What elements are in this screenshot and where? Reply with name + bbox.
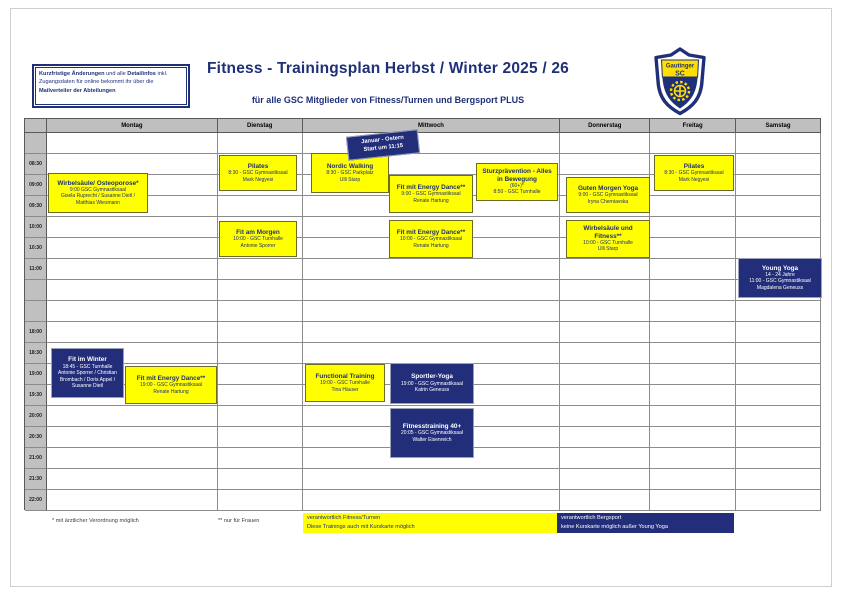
legend-fitness-turnen xyxy=(303,513,557,533)
event-title: Fit mit Energy Dance** xyxy=(396,183,466,191)
info-bold-3: Mailverteiler der Abteilungen xyxy=(39,87,116,94)
event-trainer: Mark Negyesi xyxy=(678,176,710,183)
event-time-location: 8:30 - GSC Gymnastiksaal xyxy=(228,170,288,177)
event-time-location: 8:30 - GSC Parkplatz xyxy=(326,170,374,177)
schedule-cell xyxy=(218,448,303,469)
event-time-location: 19:00 - GSC Turnhalle xyxy=(320,380,370,387)
event-trainer: Tina Häuser xyxy=(331,386,359,393)
schedule-cell xyxy=(736,238,821,259)
schedule-cell xyxy=(218,301,303,322)
schedule-cell xyxy=(218,427,303,448)
event-time-location: 9:00 GSC Gymnastiksaal xyxy=(69,186,127,193)
info-bold-2: Detailinfos xyxy=(127,71,156,77)
event-fitnesstraining-40plus xyxy=(390,408,474,458)
schedule-cell xyxy=(218,490,303,511)
time-label: 19:00 xyxy=(25,364,47,385)
event-wirbelsaeule-fitness xyxy=(566,220,650,258)
schedule-cell xyxy=(736,154,821,175)
footnote-women-only: ** nur für Frauen xyxy=(218,518,260,524)
event-trainer: Antonie Sporrer / Christian Brombach / Doris Appel / Susanne Dietl xyxy=(58,370,117,390)
schedule-cell xyxy=(736,385,821,406)
schedule-cell xyxy=(736,217,821,238)
event-pilates-dienstag xyxy=(219,155,297,191)
event-time-location: 8:30 - GSC Gymnastiksaal xyxy=(664,170,724,177)
event-time-location: 8:50 - GSC Turnhalle xyxy=(493,189,541,196)
schedule-cell xyxy=(560,385,650,406)
schedule-cell xyxy=(650,427,736,448)
event-fit-am-morgen xyxy=(219,221,297,257)
schedule-row xyxy=(25,322,821,343)
schedule-row xyxy=(25,259,821,280)
legend-line-2: keine Kurskarte möglich außer Young Yoga xyxy=(561,523,668,530)
event-trainer: Renate Hartung xyxy=(413,197,449,204)
footnote-medical: * mit ärztlicher Verordnung möglich xyxy=(52,518,139,524)
schedule-cell xyxy=(47,427,218,448)
schedule-cell xyxy=(218,196,303,217)
schedule-cell xyxy=(736,364,821,385)
schedule-cell xyxy=(650,406,736,427)
time-label: 19:30 xyxy=(25,385,47,406)
schedule-table xyxy=(24,118,821,510)
time-label: 09:00 xyxy=(25,175,47,196)
event-title: Pilates xyxy=(683,162,705,170)
schedule-cell xyxy=(47,217,218,238)
schedule-cell xyxy=(560,322,650,343)
event-young-yoga xyxy=(738,258,822,298)
schedule-cell xyxy=(218,322,303,343)
day-header-donnerstag: Donnerstag xyxy=(560,119,650,133)
schedule-cell xyxy=(47,133,218,154)
schedule-cell xyxy=(736,322,821,343)
schedule-cell xyxy=(560,280,650,301)
schedule-cell xyxy=(650,343,736,364)
event-functional-training xyxy=(305,364,385,402)
club-crest-icon xyxy=(649,46,711,116)
event-title: Sportler-Yoga xyxy=(411,373,453,381)
schedule-cell xyxy=(560,469,650,490)
schedule-cell xyxy=(47,490,218,511)
time-label: 10:00 xyxy=(25,217,47,238)
event-fit-im-winter xyxy=(51,348,124,398)
schedule-cell xyxy=(650,259,736,280)
schedule-cell xyxy=(218,343,303,364)
event-time-location: 11:00 - GSC Gymnastiksaal xyxy=(749,278,811,285)
schedule-cell xyxy=(650,364,736,385)
schedule-cell xyxy=(650,280,736,301)
schedule-cell xyxy=(47,448,218,469)
time-label: 09:30 xyxy=(25,196,47,217)
schedule-cell xyxy=(560,364,650,385)
time-label xyxy=(25,301,47,322)
schedule-cell xyxy=(218,385,303,406)
schedule-cell xyxy=(560,490,650,511)
event-title: Fit mit Energy Dance** xyxy=(136,374,206,382)
event-title: Wirbelsäule/ Osteoporose* xyxy=(57,179,139,187)
info-text-2: inkl. Zugangsdaten für online bekommt ihr über die xyxy=(39,71,168,86)
schedule-cell xyxy=(560,133,650,154)
time-label: 11:00 xyxy=(25,259,47,280)
schedule-cell xyxy=(560,301,650,322)
event-time-location: 18:45 - GSC Turnhalle xyxy=(62,363,113,370)
schedule-cell xyxy=(303,259,561,280)
schedule-cell xyxy=(47,406,218,427)
schedule-cell xyxy=(218,406,303,427)
schedule-cell xyxy=(47,154,218,175)
time-label: 20:30 xyxy=(25,427,47,448)
schedule-row xyxy=(25,301,821,322)
event-pilates-freitag xyxy=(654,155,734,191)
event-trainer: Iryna Cherniavska xyxy=(587,198,629,205)
schedule-cell xyxy=(736,427,821,448)
schedule-cell xyxy=(650,385,736,406)
schedule-cell xyxy=(47,238,218,259)
schedule-cell xyxy=(47,259,218,280)
page-subtitle: für alle GSC Mitglieder von Fitness/Turnen und Bergsport PLUS xyxy=(251,95,525,105)
schedule-cell xyxy=(303,301,561,322)
event-trainer: Ulli Starp xyxy=(597,246,619,253)
schedule-cell xyxy=(650,196,736,217)
event-time-location: 9:00 - GSC Gymnastiksaal xyxy=(401,191,461,198)
event-time-location: 10:00 - GSC Turnhalle xyxy=(233,236,283,243)
event-trainer: Katrin Geneuss xyxy=(414,387,450,394)
event-title: Fit mit Energy Dance** xyxy=(396,228,466,236)
schedule-cell xyxy=(736,406,821,427)
schedule-cell xyxy=(736,343,821,364)
club-name-text: Gautinger xyxy=(665,63,695,70)
schedule-cell xyxy=(650,133,736,154)
schedule-cell xyxy=(218,280,303,301)
info-text-1: und alle xyxy=(104,71,128,77)
schedule-cell xyxy=(736,301,821,322)
schedule-cell xyxy=(650,490,736,511)
schedule-cell xyxy=(560,427,650,448)
schedule-cell xyxy=(736,469,821,490)
schedule-cell xyxy=(736,133,821,154)
event-sturzpraevention xyxy=(476,163,558,201)
event-title: Fit am Morgen xyxy=(236,228,280,236)
event-trainer: Gisela Ruprecht / Susanne Dietl / Matthias Wiesmann xyxy=(61,193,135,206)
day-header-row xyxy=(25,119,821,133)
schedule-cell xyxy=(303,343,561,364)
schedule-cell xyxy=(650,301,736,322)
schedule-cell xyxy=(560,154,650,175)
schedule-cell xyxy=(303,469,561,490)
event-title: Fitnesstraining 40+ xyxy=(402,422,462,430)
event-wirbelsaeule-osteoporose xyxy=(48,173,148,213)
schedule-cell xyxy=(218,133,303,154)
event-trainer: Magdalena Geneuss xyxy=(756,284,804,291)
schedule-cell xyxy=(303,490,561,511)
schedule-cell xyxy=(47,469,218,490)
event-trainer: Renate Hartung xyxy=(153,388,189,395)
schedule-cell xyxy=(736,490,821,511)
event-guten-morgen-yoga xyxy=(566,177,650,213)
schedule-row xyxy=(25,469,821,490)
schedule-cell xyxy=(736,196,821,217)
event-title: Fit im Winter xyxy=(68,356,107,364)
event-title: Wirbelsäule und Fitness** xyxy=(583,225,633,240)
info-bold-1: Kurzfristige Änderungen xyxy=(39,71,105,77)
schedule-cell xyxy=(47,301,218,322)
event-trainer: Ulli Starp xyxy=(339,176,361,183)
schedule-cell xyxy=(650,322,736,343)
schedule-cell xyxy=(650,238,736,259)
schedule-cell xyxy=(560,259,650,280)
event-title: Sturzprävention - Alles in Bewegung xyxy=(482,168,552,183)
event-age-note: (60+)* xyxy=(510,182,524,189)
event-age-note: 14 - 24 Jahre xyxy=(765,271,795,278)
legend-bergsport xyxy=(557,513,734,533)
event-trainer: Walter Eisenreich xyxy=(412,436,452,443)
time-column-header xyxy=(25,119,47,133)
event-energy-dance-montag xyxy=(125,366,217,404)
info-box xyxy=(32,64,190,108)
schedule-row xyxy=(25,133,821,154)
event-energy-dance-mittwoch-9 xyxy=(389,175,473,213)
schedule-row xyxy=(25,343,821,364)
club-abbrev-text: SC xyxy=(675,70,685,78)
time-label: 18:00 xyxy=(25,322,47,343)
event-energy-dance-mittwoch-10 xyxy=(389,220,473,258)
event-time-location: 19:00 - GSC Gymnastiksaal xyxy=(401,380,463,387)
schedule-cell xyxy=(218,259,303,280)
day-header-samstag: Samstag xyxy=(736,119,821,133)
event-title: Functional Training xyxy=(315,372,375,380)
time-label: 21:00 xyxy=(25,448,47,469)
schedule-cell xyxy=(650,217,736,238)
time-label: 18:30 xyxy=(25,343,47,364)
event-title: Nordic Walking xyxy=(326,162,374,170)
time-label: 10:30 xyxy=(25,238,47,259)
schedule-row xyxy=(25,490,821,511)
page-title: Fitness - Trainingsplan Herbst / Winter 2025 / 26 xyxy=(207,60,569,77)
schedule-cell xyxy=(650,448,736,469)
schedule-cell xyxy=(560,406,650,427)
event-title: Pilates xyxy=(247,162,269,170)
day-header-dienstag: Dienstag xyxy=(218,119,303,133)
schedule-cell xyxy=(560,343,650,364)
event-sportler-yoga xyxy=(390,363,474,404)
schedule-cell xyxy=(650,469,736,490)
schedule-row xyxy=(25,280,821,301)
event-time-location: 9:00 - GSC Gymnastiksaal xyxy=(578,192,638,199)
club-logo xyxy=(649,46,711,118)
event-time-location: 10:00 - GSC Gymnastiksaal xyxy=(400,236,462,243)
schedule-cell xyxy=(303,280,561,301)
day-header-montag: Montag xyxy=(47,119,218,133)
day-header-mittwoch: Mittwoch xyxy=(303,119,561,133)
time-label: 20:00 xyxy=(25,406,47,427)
schedule-cell xyxy=(47,322,218,343)
event-trainer: Renate Hartung xyxy=(413,242,449,249)
schedule-cell xyxy=(560,448,650,469)
schedule-cell xyxy=(303,133,561,154)
legend-line-2: Diese Trainings auch mit Kurskarte möglich xyxy=(307,523,415,530)
banner-line-1: Januar - Ostern xyxy=(360,134,405,146)
schedule-cell xyxy=(303,322,561,343)
event-time-location: 20:05 - GSC Gymnastiksaal xyxy=(401,430,463,437)
schedule-cell xyxy=(47,280,218,301)
event-trainer: Antonie Sporrer xyxy=(240,242,276,249)
schedule-cell xyxy=(736,175,821,196)
event-time-location: 10:00 - GSC Turnhalle xyxy=(583,239,633,246)
schedule-cell xyxy=(218,469,303,490)
time-label: 22:00 xyxy=(25,490,47,511)
time-label xyxy=(25,280,47,301)
banner-line-2: Start um 11:15 xyxy=(363,142,404,154)
time-label xyxy=(25,133,47,154)
event-title: Guten Morgen Yoga xyxy=(577,184,639,192)
time-label: 08:30 xyxy=(25,154,47,175)
legend-line-1: verantwortlich Fitness/Turnen xyxy=(307,515,381,521)
time-label: 21:30 xyxy=(25,469,47,490)
schedule-cell xyxy=(736,448,821,469)
schedule-cell xyxy=(218,364,303,385)
event-trainer: Mark Negyesi xyxy=(242,176,274,183)
event-time-location: 19:00 - GSC Gymnastiksaal xyxy=(140,382,202,389)
event-title: Young Yoga xyxy=(761,264,799,272)
day-header-freitag: Freitag xyxy=(650,119,736,133)
legend-line-1: verantwortlich Bergsport xyxy=(561,515,622,521)
